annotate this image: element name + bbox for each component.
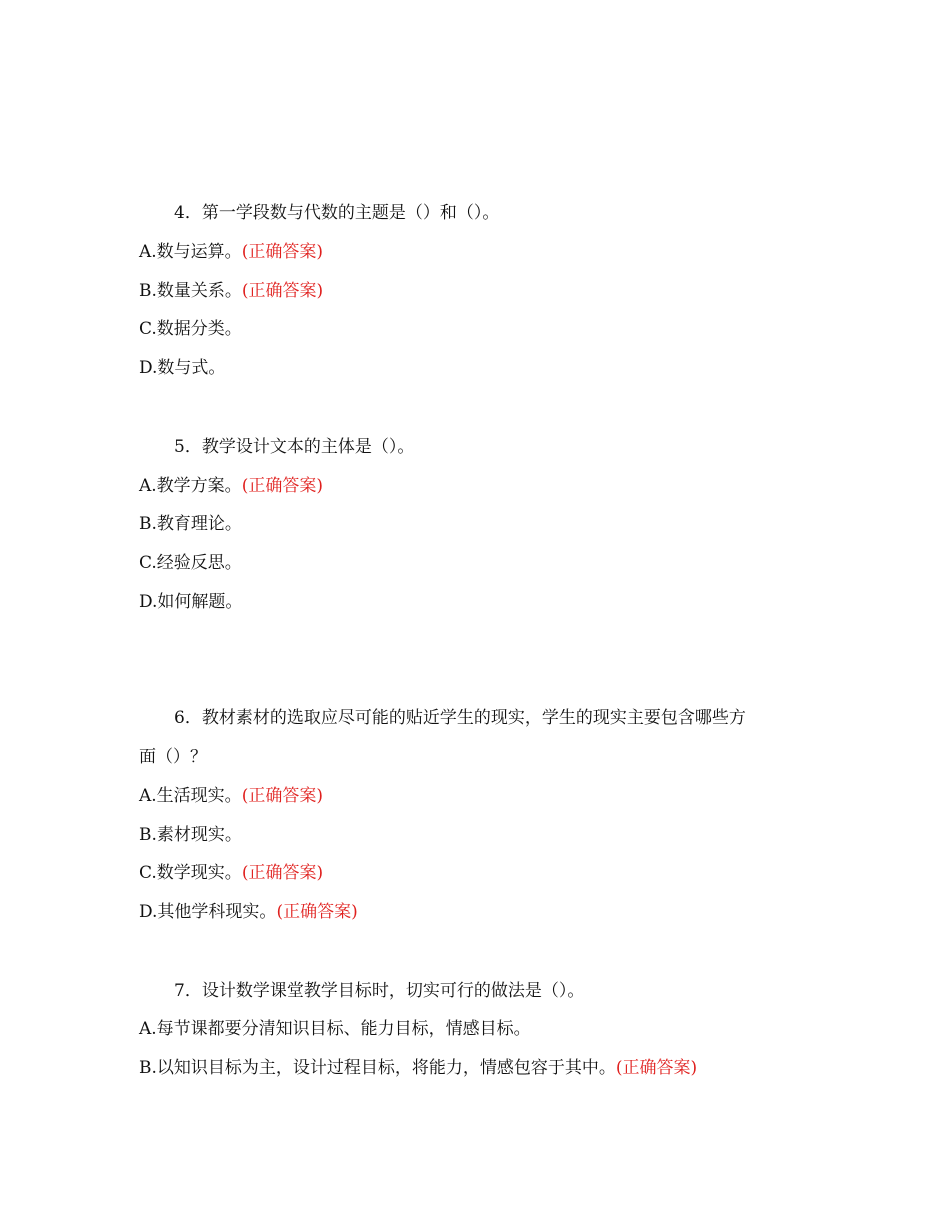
question-5-stem: 5．教学设计文本的主体是（）。 xyxy=(174,437,415,457)
option-6c xyxy=(139,862,323,884)
option-text: A.数与运算。 xyxy=(139,242,242,262)
option-text: B.素材现实。 xyxy=(139,825,242,845)
option-text: B.数量关系。 xyxy=(139,281,242,301)
option-text: D.如何解题。 xyxy=(139,592,243,612)
option-4a xyxy=(139,241,323,263)
option-6a xyxy=(139,785,323,807)
option-text: B.教育理论。 xyxy=(139,514,242,534)
option-text: D.数与式。 xyxy=(139,358,226,378)
correct-answer-mark: (正确答案) xyxy=(276,902,358,922)
question-6-stem-continued: 面（）？ xyxy=(139,747,207,767)
option-text: C.数学现实。 xyxy=(139,863,242,883)
option-6d xyxy=(139,901,358,923)
option-text: C.经验反思。 xyxy=(139,553,242,573)
option-4d xyxy=(139,357,225,379)
question-4-stem: 4．第一学段数与代数的主题是（）和（）。 xyxy=(174,203,500,223)
option-text: B.以知识目标为主，设计过程目标，将能力，情感包容于其中。 xyxy=(139,1058,616,1078)
option-4b xyxy=(139,280,323,302)
option-7b xyxy=(139,1057,697,1079)
option-text: A.每节课都要分清知识目标、能力目标，情感目标。 xyxy=(139,1019,531,1039)
option-5b xyxy=(139,513,242,535)
correct-answer-mark: (正确答案) xyxy=(241,281,324,301)
correct-answer-mark: (正确答案) xyxy=(615,1058,698,1078)
option-4c xyxy=(139,318,242,340)
option-5a xyxy=(139,475,323,497)
option-text: A.生活现实。 xyxy=(139,786,242,806)
option-text: A.教学方案。 xyxy=(139,476,242,496)
option-5c xyxy=(139,552,242,574)
question-6-stem: 6．教材素材的选取应尽可能的贴近学生的现实，学生的现实主要包含哪些方 xyxy=(174,708,746,728)
option-text: C.数据分类。 xyxy=(139,319,242,339)
option-6b xyxy=(139,824,242,846)
question-7-stem: 7．设计数学课堂教学目标时，切实可行的做法是（）。 xyxy=(174,981,585,1001)
correct-answer-mark: (正确答案) xyxy=(241,476,323,496)
option-7a xyxy=(139,1018,531,1040)
option-text: D.其他学科现实。 xyxy=(139,902,277,922)
correct-answer-mark: (正确答案) xyxy=(241,242,323,262)
option-5d xyxy=(139,591,242,613)
correct-answer-mark: (正确答案) xyxy=(241,786,323,806)
correct-answer-mark: (正确答案) xyxy=(241,863,324,883)
